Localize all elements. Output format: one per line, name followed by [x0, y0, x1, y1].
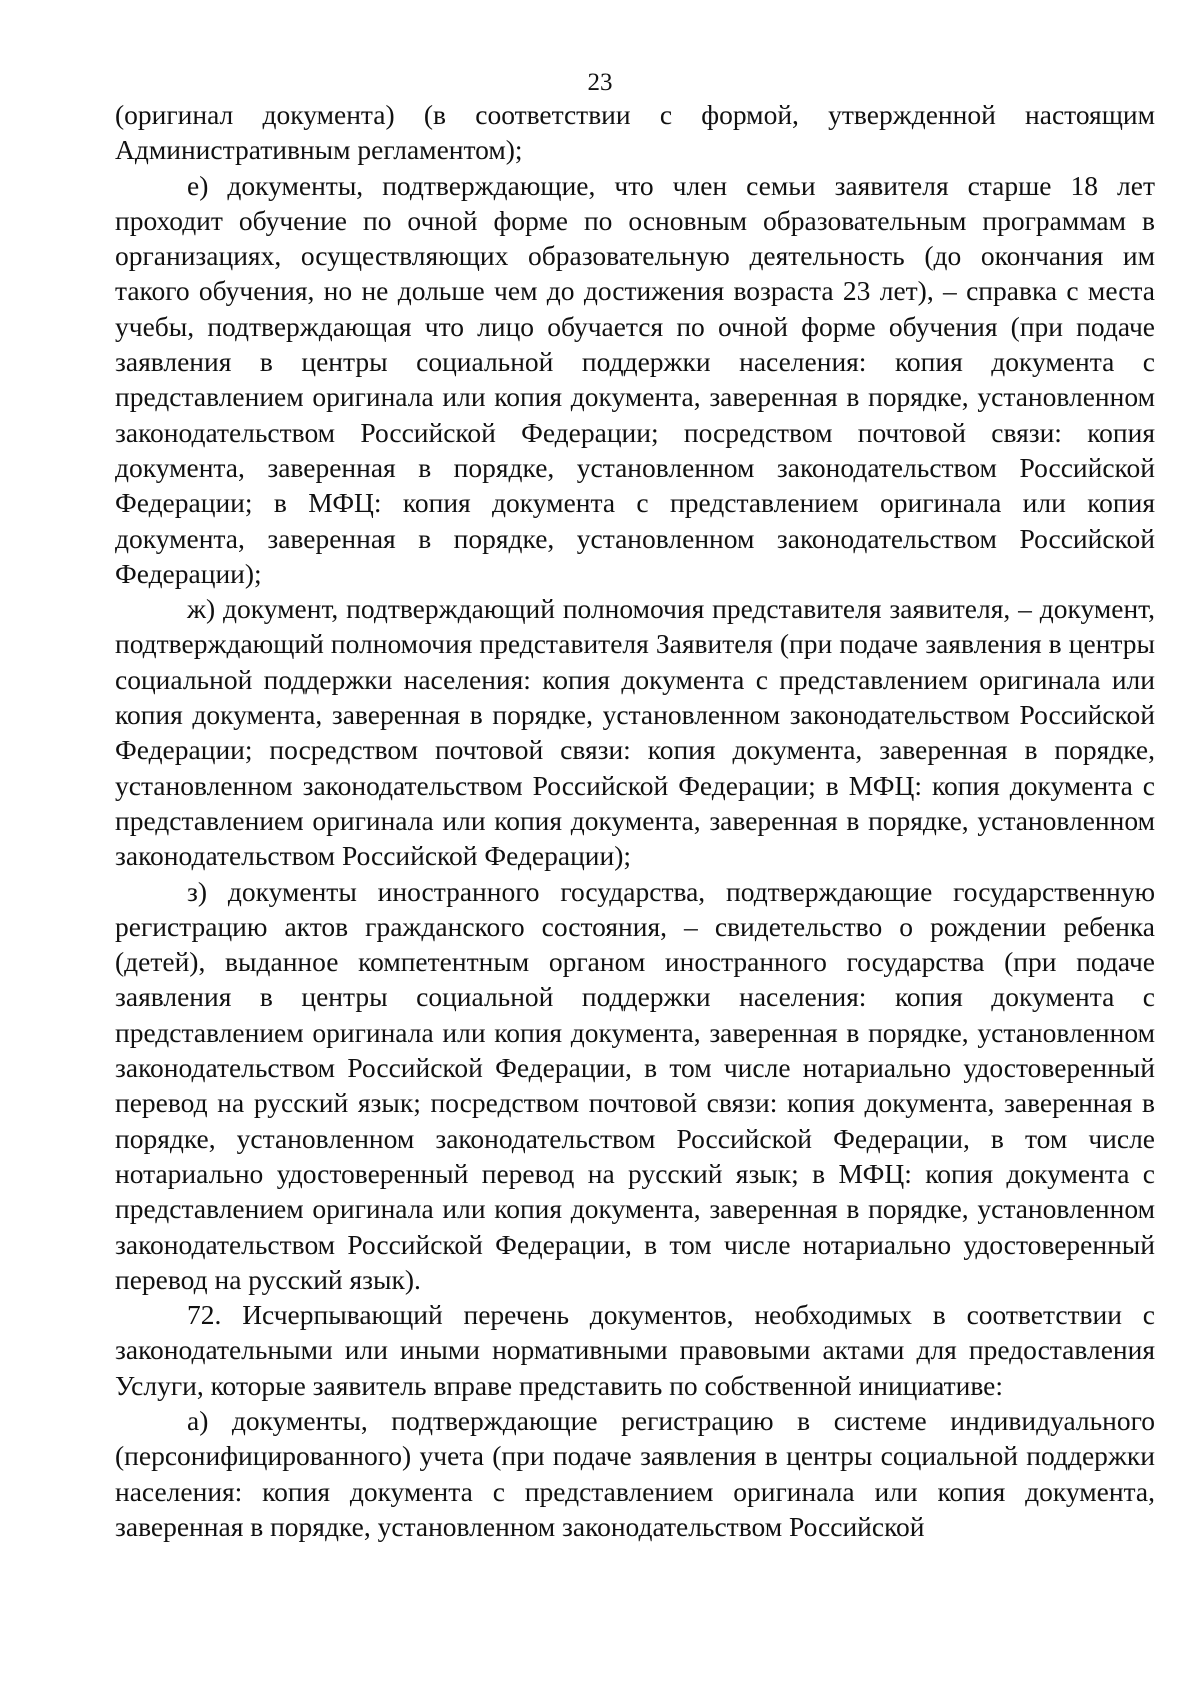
paragraph-item-e: е) документы, подтверждающие, что член семьи заявителя старше 18 лет проходит обучение по очной форме по основным образовательным программам в организациях, осуществляющих образовательную деятельность (до окончания им такого обучения, но не дольше чем до достижения возраста 23 лет), – справка с места учебы, подтверждающая что лицо обучается по очной форме обучения (при подаче заявления в центры социальной поддержки населения: копия документа с представлением оригинала или копия документа, заверенная в порядке, установленном законодательством Российской Федерации; посредством почтовой связи: копия документа, заверенная в порядке, установленном законодательством Российской Федерации; в МФЦ: копия документа с представлением оригинала или копия документа, заверенная в порядке, установленном законодательством Российской Федерации);	[115, 169, 1155, 589]
page-number: 23	[587, 69, 613, 96]
document-body	[115, 97, 1155, 1544]
paragraph-continuation: (оригинал документа) (в соответствии с формой, утвержденной настоящим Административным регламентом);	[115, 99, 1155, 166]
paragraph-clause-72: 72. Исчерпывающий перечень документов, необходимых в соответствии с законодательными или иными нормативными правовыми актами для предоставления Услуги, которые заявитель вправе представить по собственной инициативе:	[115, 1299, 1155, 1401]
paragraph-item-a: а) документы, подтверждающие регистрацию в системе индивидуального (персонифицированного) учета (при подаче заявления в центры социальной поддержки населения: копия документа с представлением оригинала или копия документа, заверенная в порядке, установленном законодательством Российской	[115, 1404, 1155, 1542]
paragraph-item-z: з) документы иностранного государства, подтверждающие государственную регистрацию актов гражданского состояния, – свидетельство о рождении ребенка (детей), выданное компетентным органом иностранного государства (при подаче заявления в центры социальной поддержки населения: копия документа с представлением оригинала или копия документа, заверенная в порядке, установленном законодательством Российской Федерации, в том числе нотариально удостоверенный перевод на русский язык; посредством почтовой связи: копия документа, заверенная в порядке, установленном законодательством Российской Федерации, в том числе нотариально удостоверенный перевод на русский язык; в МФЦ: копия документа с представлением оригинала или копия документа, заверенная в порядке, установленном законодательством Российской Федерации, в том числе нотариально удостоверенный перевод на русский язык).	[115, 875, 1155, 1295]
paragraph-item-zh: ж) документ, подтверждающий полномочия представителя заявителя, – документ, подтверждающий полномочия представителя Заявителя (при подаче заявления в центры социальной поддержки населения: копия документа с представлением оригинала или копия документа, заверенная в порядке, установленном законодательством Российской Федерации; посредством почтовой связи: копия документа, заверенная в порядке, установленном законодательством Российской Федерации; в МФЦ: копия документа с представлением оригинала или копия документа, заверенная в порядке, установленном законодательством Российской Федерации);	[115, 593, 1155, 872]
